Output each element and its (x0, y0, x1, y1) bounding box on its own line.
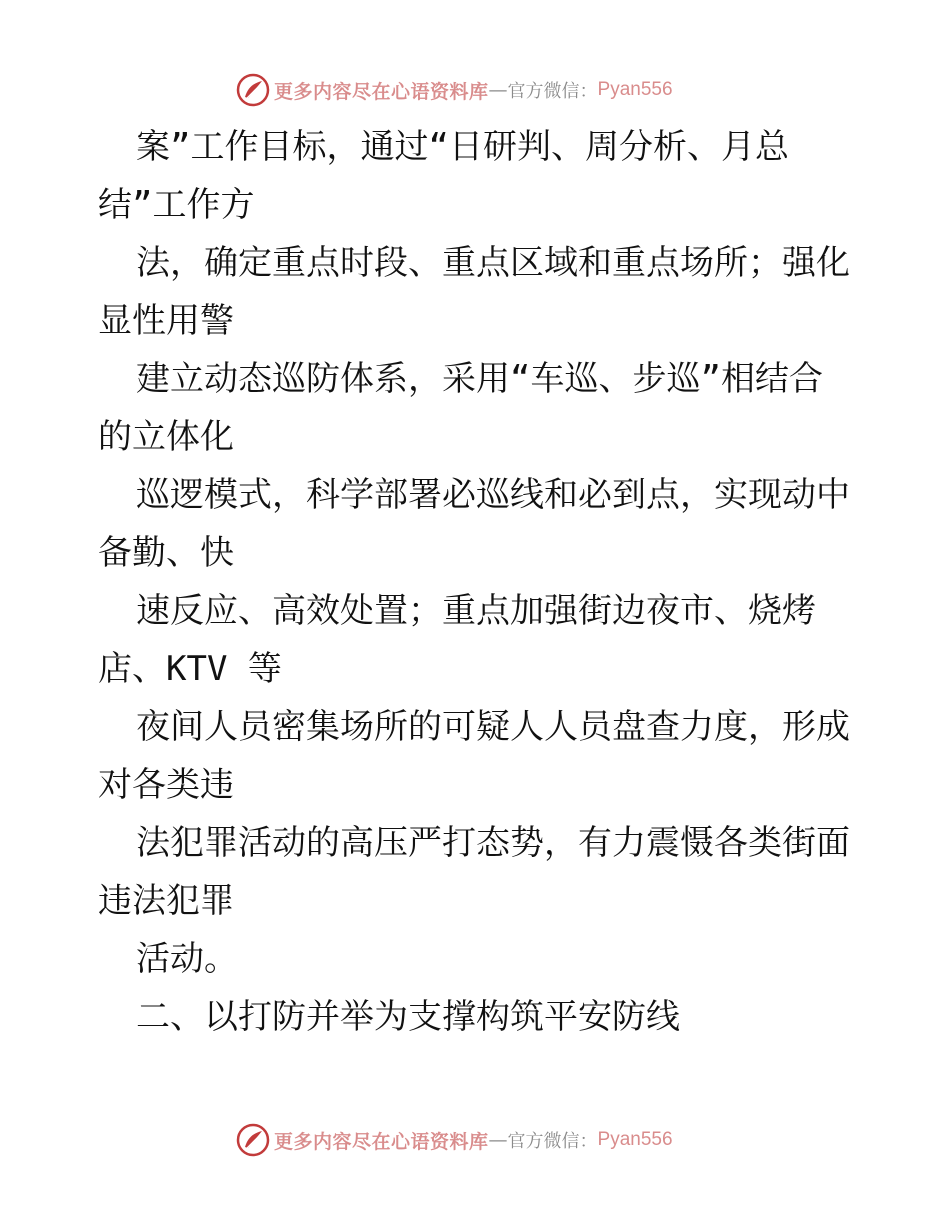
body-line: 法，确定重点时段、重点区域和重点场所；强化 (136, 243, 850, 283)
document-body (98, 118, 858, 1046)
brand-logo-icon (236, 1123, 270, 1157)
section-heading: 二、以打防并举为支撑构筑平安防线 (136, 997, 680, 1037)
watermark-dash: — (488, 79, 508, 101)
watermark-dash: — (488, 1129, 508, 1151)
header-watermark (236, 72, 673, 108)
body-line: 结”工作方 (98, 185, 255, 225)
watermark-wechat-id: Pyan556 (597, 79, 673, 100)
body-line: 对各类违 (98, 765, 234, 805)
watermark-wechat-label: 官方微信： (507, 1131, 598, 1152)
watermark-wechat-id: Pyan556 (597, 1129, 673, 1150)
body-line: 备勤、快 (98, 533, 234, 573)
body-line: 的立体化 (98, 417, 234, 457)
body-line: 夜间人员密集场所的可疑人人员盘查力度，形成 (136, 707, 850, 747)
body-line: 活动。 (136, 939, 238, 979)
brand-logo-icon (236, 73, 270, 107)
body-line: 案”工作目标，通过“日研判、周分析、月总 (136, 127, 789, 167)
body-line: 显性用警 (98, 301, 234, 341)
watermark-wechat-label: 官方微信： (507, 81, 598, 102)
body-line: 店、KTV 等 (98, 649, 282, 689)
body-line: 建立动态巡防体系，采用“车巡、步巡”相结合 (136, 359, 823, 399)
body-line: 违法犯罪 (98, 881, 234, 921)
body-line: 速反应、高效处置；重点加强街边夜市、烧烤 (136, 591, 816, 631)
body-line: 法犯罪活动的高压严打态势，有力震慑各类街面 (136, 823, 850, 863)
watermark-text: 更多内容尽在心语资料库 (274, 80, 489, 103)
body-line: 巡逻模式，科学部署必巡线和必到点，实现动中 (136, 475, 850, 515)
footer-watermark (236, 1122, 673, 1158)
watermark-text: 更多内容尽在心语资料库 (274, 1130, 489, 1153)
